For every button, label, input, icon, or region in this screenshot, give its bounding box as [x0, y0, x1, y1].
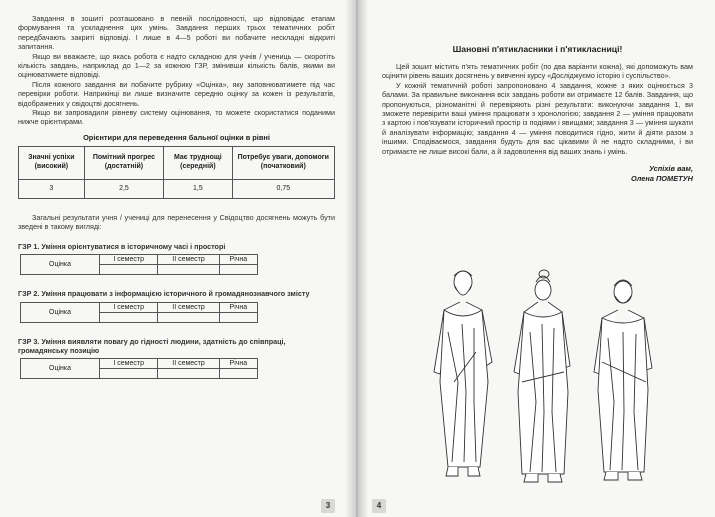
annual-header: Річна — [219, 359, 257, 369]
annual-grade-cell[interactable] — [219, 369, 257, 379]
annual-header: Річна — [219, 302, 257, 312]
table-cell: 0,75 — [232, 179, 334, 198]
semester-2-grade-cell[interactable] — [158, 369, 219, 379]
body-paragraph: Цей зошит містить п'ять тематичних робіт (по два варіанти кожна), які допоможуть вам оцінити рівень ваших досягнень у вивченні курсу «Досліджуємо історію і суспільство». — [382, 62, 693, 81]
page-number: 3 — [321, 499, 335, 513]
table-header: Помітний прогрес (достатній) — [84, 146, 163, 179]
semester-2-header: ІІ семестр — [158, 359, 219, 369]
gzr-1-title: ГЗР 1. Уміння орієнтуватися в історичному часі і просторі — [18, 241, 226, 251]
semester-2-grade-cell[interactable] — [158, 312, 219, 322]
greeting-heading: Шановні п'ятикласники і п'ятикласниці! — [452, 44, 623, 54]
semester-1-grade-cell[interactable] — [100, 265, 158, 275]
page-number: 4 — [372, 499, 386, 513]
ancient-greek-figures-illustration — [418, 262, 668, 494]
semester-1-header: І семестр — [100, 302, 158, 312]
table-cell: 1,5 — [164, 179, 232, 198]
annual-grade-cell[interactable] — [219, 265, 257, 275]
intro-paragraph: Якщо ви запровадили рівневу систему оцінювання, то можете скористатися поданими нижче орієнтирами. — [18, 108, 335, 127]
body-paragraph: У кожній тематичній роботі запропоновано 4 завдання, кожне з яких оцінюється 3 балами. За правильне виконання всіх завдань роботи ви отримаєте 12 балів. Завдання, що пропонуються, різноманітні й перевіряють різні результати: виконуючи завдання 1, ви зможете перевірити ваші уміння працювати з хронологією; завдання 2 — уміння працювати з картою і пов'язувати історичний простір із подіями і явищами; завдання 3 — уміння шукати й аналізувати інформацію; завдання 4 — уміння поводитися гідно, жити й діяти разом з іншими. Сподіваємося, завдання будуть для вас цікавими й не надто складними, і ви отримаєте не лише високі бали, а й задоволення від ваших знань і умінь. — [382, 80, 693, 156]
table-cell: 3 — [19, 179, 85, 198]
gzr-3-grade-table — [20, 358, 258, 379]
grade-row-label: Оцінка — [21, 255, 100, 275]
grade-row-label: Оцінка — [21, 359, 100, 379]
figure-woman — [514, 270, 570, 482]
table-cell: 2,5 — [84, 179, 163, 198]
semester-2-header: ІІ семестр — [158, 302, 219, 312]
right-page — [358, 0, 715, 517]
figure-bearded-man — [434, 271, 492, 476]
summary-text: Загальні результати учня / учениці для перенесення у Свідоцтво досягнень можуть бути зведені в такому вигляді: — [18, 212, 335, 232]
conversion-table — [18, 146, 335, 199]
semester-2-header: ІІ семестр — [158, 255, 219, 265]
conversion-table-caption: Орієнтири для переведення бальної оцінки в рівні — [83, 132, 270, 142]
intro-paragraph: Завдання в зошиті розташовано в певній послідовності, що відповідає етапам формування та ускладнення цих умінь. Завдання перших трьох тематичних робіт передбачають закриті відповіді. І лише в 4—5 роботі ви побачите нескладні відкриті запитання. — [18, 14, 335, 52]
intro-paragraph: Якщо ви вважаєте, що якась робота є надто складною для учнів / учениць — скоротіть кількість завдань, наприклад до 1—2 за кожною ГЗР, змінивши кількість балів, якими ви оцінюватимете відповіді. — [18, 51, 335, 80]
figure-man — [594, 280, 652, 480]
annual-grade-cell[interactable] — [219, 312, 257, 322]
table-header: Значні успіхи (високий) — [19, 146, 85, 179]
annual-header: Річна — [219, 255, 257, 265]
gzr-2-title: ГЗР 2. Уміння працювати з інформацією історичного й громадянознавчого змісту — [18, 289, 310, 299]
signoff-author: Олена ПОМЕТУН — [631, 174, 693, 184]
semester-1-grade-cell[interactable] — [100, 369, 158, 379]
semester-1-header: І семестр — [100, 255, 158, 265]
gzr-1-grade-table — [20, 254, 258, 275]
table-header: Потребує уваги, допомоги (початковий) — [232, 146, 334, 179]
grade-row-label: Оцінка — [21, 302, 100, 322]
left-page — [0, 0, 357, 517]
gzr-3-title: ГЗР 3. Уміння виявляти повагу до гідності людини, здатність до співпраці, громадянську позицію — [18, 336, 286, 355]
signoff — [382, 164, 693, 184]
semester-2-grade-cell[interactable] — [158, 265, 219, 275]
semester-1-header: І семестр — [100, 359, 158, 369]
intro-paragraph: Після кожного завдання ви побачите рубрику «Оцінка», яку заповнюватимете під час перевірки роботи. Наприкінці ви лише визначите середню оцінку за кожен із результатів, відображених у свідоцтві досягнень. — [18, 79, 335, 108]
semester-1-grade-cell[interactable] — [100, 312, 158, 322]
gzr-2-grade-table — [20, 302, 258, 323]
table-header: Має труднощі (середній) — [164, 146, 232, 179]
signoff-wish: Успіхів вам, — [649, 164, 693, 174]
